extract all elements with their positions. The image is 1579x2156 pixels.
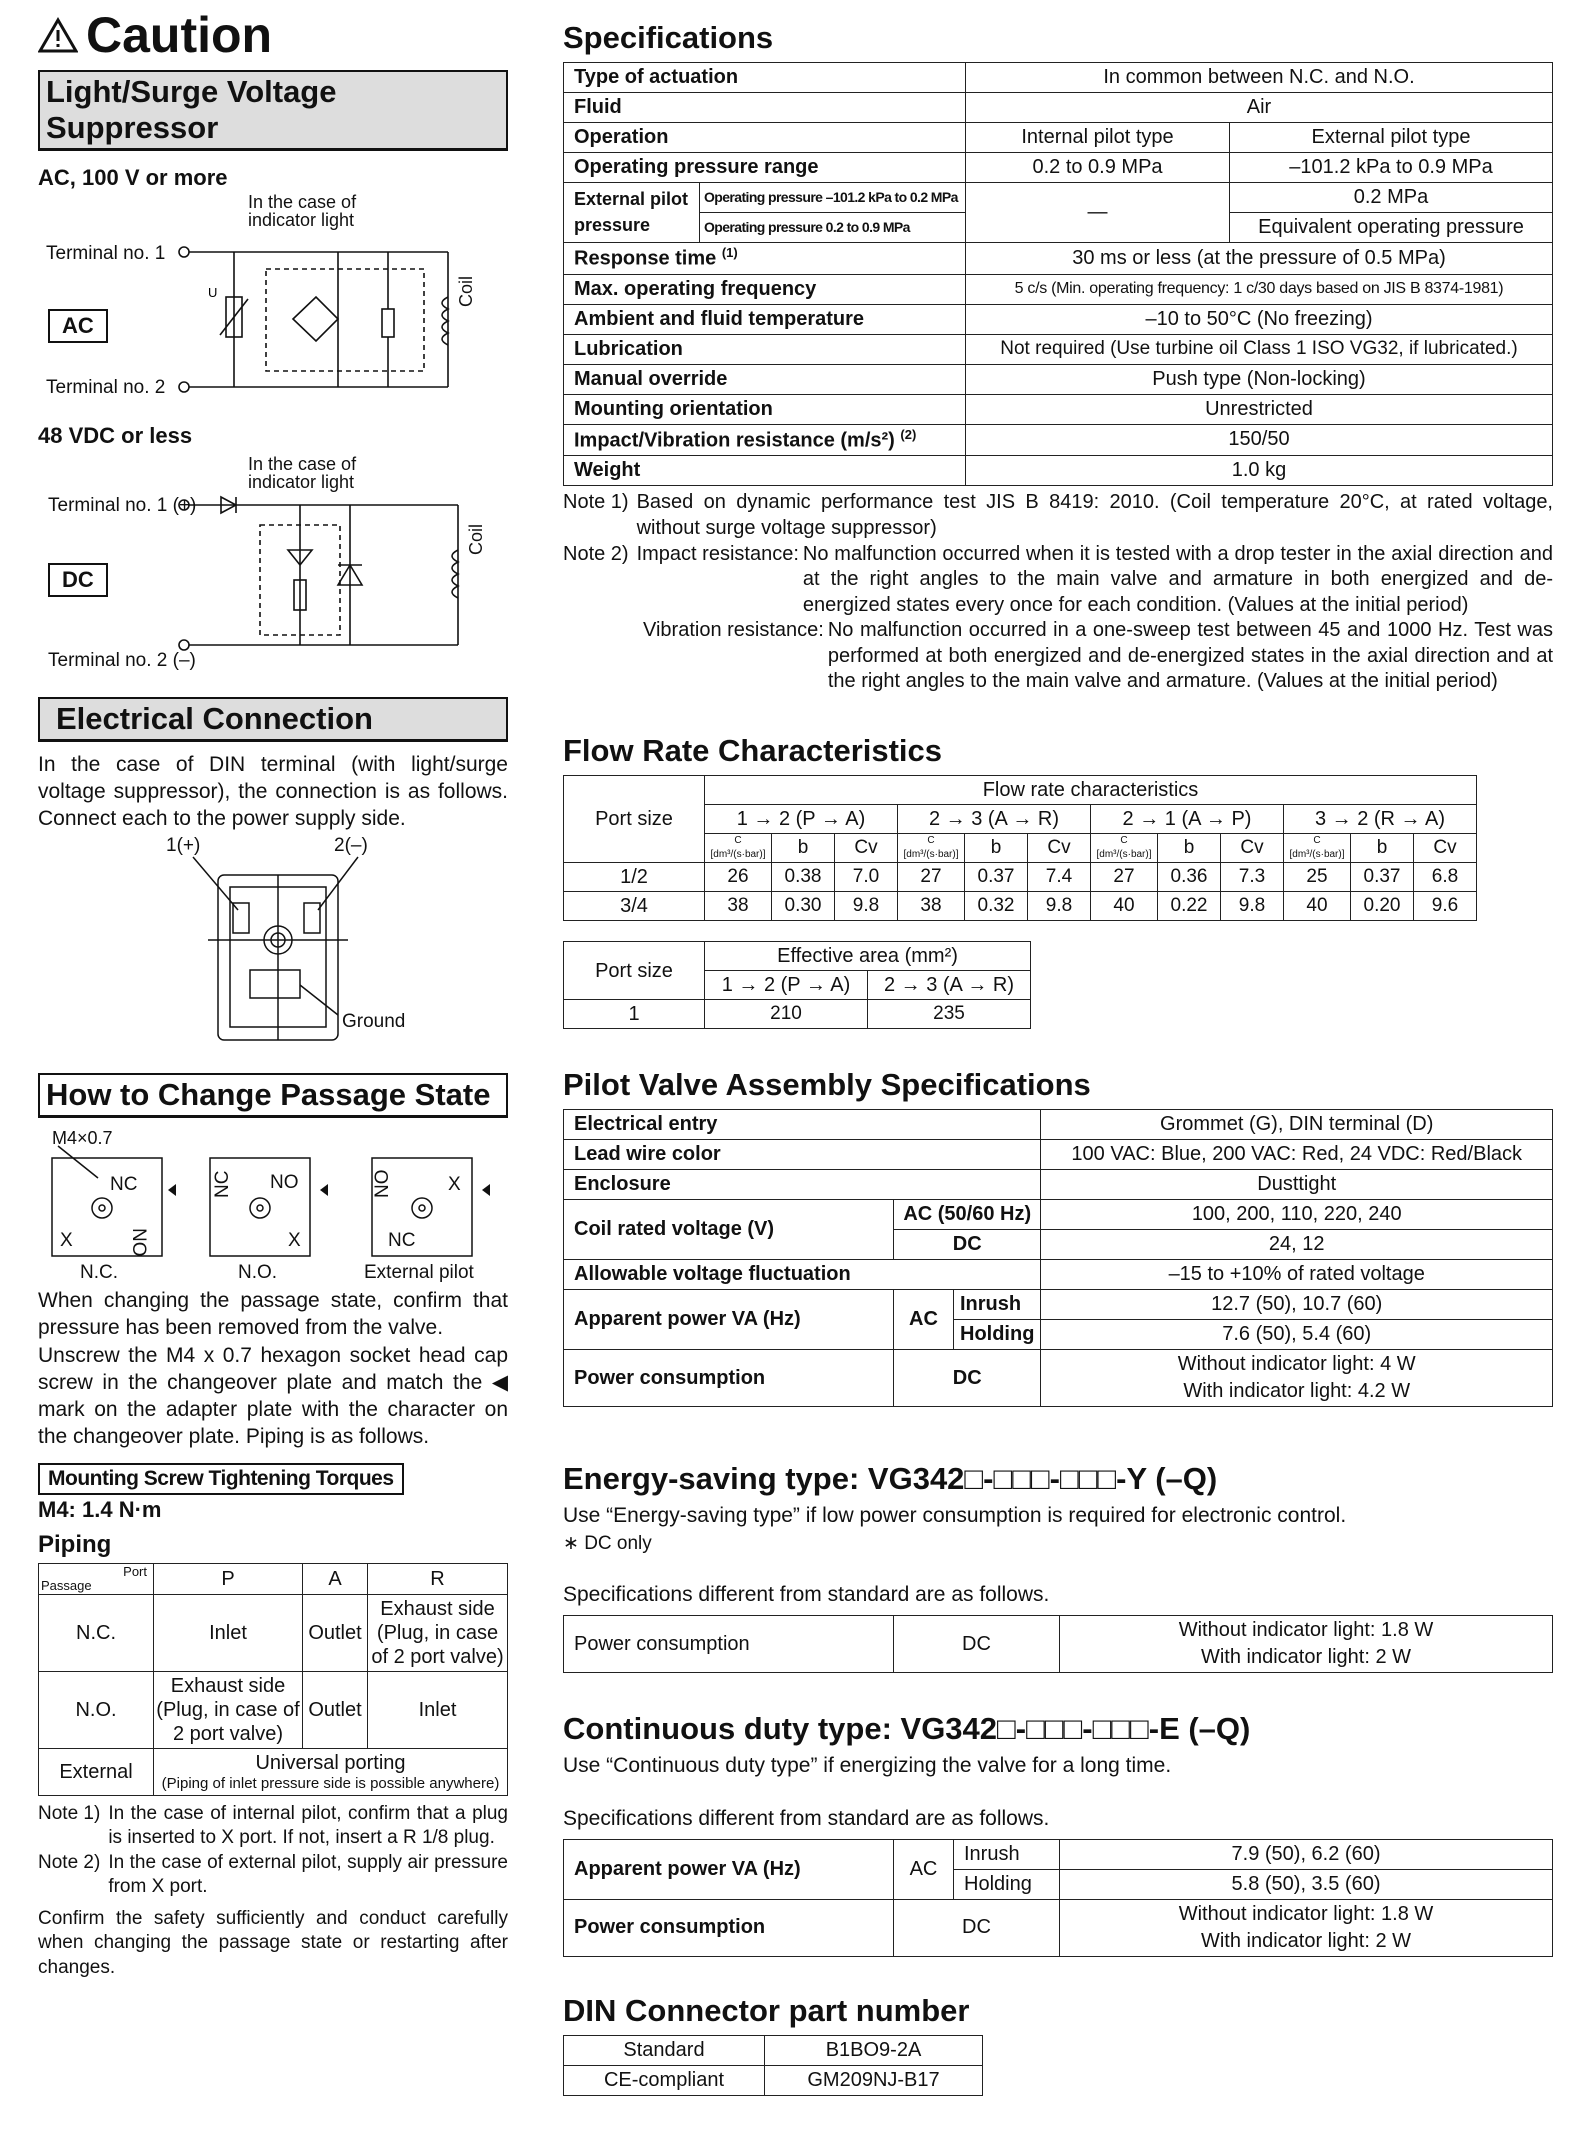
table-row bbox=[39, 1671, 508, 1748]
specs-heading: Specifications bbox=[563, 20, 774, 55]
flow-cell: 0.20 bbox=[1351, 892, 1414, 921]
passage-text-1: When changing the passage state, confirm that pressure has been removed from the valve. bbox=[38, 1288, 508, 1339]
c-unit: C [dm³/(s·bar)] bbox=[1091, 834, 1158, 863]
spec-value: Internal pilot type bbox=[966, 123, 1230, 153]
screw-label: M4×0.7 bbox=[52, 1127, 113, 1148]
passage-heading: How to Change Passage State bbox=[38, 1073, 508, 1118]
spec-label bbox=[564, 243, 966, 275]
dc-circuit-diagram bbox=[38, 455, 508, 675]
spec-sublabel: AC bbox=[894, 1290, 954, 1350]
din-heading: DIN Connector part number bbox=[563, 1992, 970, 2028]
spec-sublabel: DC bbox=[894, 1350, 1041, 1407]
table-row bbox=[564, 1899, 1553, 1956]
piping-ext-line1: Universal porting bbox=[255, 1751, 406, 1774]
no-caption: N.O. bbox=[238, 1261, 278, 1283]
pc-line: With indicator light: 2 W bbox=[1200, 1646, 1412, 1669]
din-value: B1BO9-2A bbox=[765, 2035, 983, 2065]
svg-text:X: X bbox=[288, 1229, 301, 1251]
footnote-ref: (2) bbox=[900, 426, 917, 442]
note-text: No malfunction occurred in a one-sweep test between 45 and 1000 Hz. Test was performed at both energized and de-energized states in the axial direction and at the right angles to the main valve and armature. (Values at the initial period) bbox=[827, 619, 1553, 693]
note-subkey: Impact resistance: bbox=[636, 542, 799, 565]
table-row bbox=[564, 1260, 1553, 1290]
spec-sublabel: Inrush bbox=[954, 1839, 1060, 1869]
dc-indicator-note: In the case of indicator light bbox=[248, 454, 357, 492]
energy-dc-only: ∗ DC only bbox=[563, 1532, 652, 1554]
note-key: Note 2) bbox=[38, 1851, 101, 1873]
nc-caption: N.C. bbox=[80, 1261, 118, 1283]
piping-row-name: N.O. bbox=[39, 1671, 154, 1748]
caution-label: Caution bbox=[86, 7, 273, 63]
spec-label: Enclosure bbox=[564, 1170, 1041, 1200]
note-key: Note 1) bbox=[563, 491, 629, 514]
svg-text:NC: NC bbox=[212, 1170, 233, 1198]
table-row bbox=[39, 1594, 508, 1671]
eff-cell: 210 bbox=[705, 1000, 868, 1029]
energy-diff: Specifications different from standard are as follows. bbox=[563, 1583, 1050, 1607]
note-text: In the case of external pilot, supply air pressure from X port. bbox=[108, 1851, 508, 1897]
table-row bbox=[564, 93, 1553, 123]
spec-sublabel: DC bbox=[894, 1899, 1060, 1956]
table-row bbox=[564, 1170, 1553, 1200]
b-header: b bbox=[1351, 834, 1414, 863]
table-row bbox=[564, 243, 1553, 275]
suppressor-heading: Light/Surge Voltage Suppressor bbox=[38, 70, 508, 151]
piping-cell: Exhaust side (Plug, in case of 2 port valve) bbox=[154, 1671, 303, 1748]
spec-value: Unrestricted bbox=[966, 394, 1553, 424]
spec-label: Fluid bbox=[564, 93, 966, 123]
pilot-table bbox=[563, 1109, 1553, 1407]
cv-header: Cv bbox=[1221, 834, 1284, 863]
eff-area-header: Effective area (mm²) bbox=[705, 942, 1031, 971]
spec-label-text: Response time bbox=[574, 247, 717, 270]
cv-header: Cv bbox=[1414, 834, 1477, 863]
dc-box: DC bbox=[48, 563, 108, 597]
table-row bbox=[564, 1290, 1553, 1320]
spec-sublabel: Operating pressure 0.2 to 0.9 MPa bbox=[700, 213, 966, 243]
ac-terminal-1: Terminal no. 1 bbox=[46, 243, 166, 264]
spec-value: 7.9 (50), 6.2 (60) bbox=[1060, 1839, 1553, 1869]
eff-col: 2 → 3 (A → R) bbox=[868, 971, 1031, 1000]
piping-table bbox=[38, 1563, 508, 1796]
spec-label: Max. operating frequency bbox=[564, 274, 966, 304]
flow-table bbox=[563, 775, 1477, 921]
terminal-minus-label: 2(–) bbox=[334, 834, 368, 856]
b-header: b bbox=[965, 834, 1028, 863]
specs-table bbox=[563, 62, 1553, 486]
note-key: Note 1) bbox=[38, 1802, 101, 1824]
spec-sublabel: Holding bbox=[954, 1320, 1041, 1350]
table-row bbox=[564, 1110, 1553, 1140]
spec-label-text: Impact/Vibration resistance (m/s²) bbox=[574, 429, 895, 452]
table-row bbox=[564, 892, 1477, 921]
spec-value: External pilot type bbox=[1230, 123, 1553, 153]
table-row bbox=[564, 153, 1553, 183]
eff-cell: 235 bbox=[868, 1000, 1031, 1029]
piping-cell bbox=[154, 1748, 508, 1795]
left-notes bbox=[38, 1802, 508, 1980]
spec-label: Apparent power VA (Hz) bbox=[564, 1290, 894, 1350]
spec-label: Allowable voltage fluctuation bbox=[564, 1260, 1041, 1290]
spec-value: Equivalent operating pressure bbox=[1230, 213, 1553, 243]
flow-group: 3 → 2 (R → A) bbox=[1284, 805, 1477, 834]
svg-text:NO: NO bbox=[372, 1169, 393, 1198]
confirm-text: Confirm the safety sufficiently and conduct carefully when changing the passage state or restarting after changes. bbox=[38, 1908, 508, 1978]
spec-value: 24, 12 bbox=[1041, 1230, 1553, 1260]
spec-value: 0.2 to 0.9 MPa bbox=[966, 153, 1230, 183]
effective-area-table bbox=[563, 941, 1031, 1029]
passage-text-2: Unscrew the M4 x 0.7 hexagon socket head cap screw in the changeover plate and match the ◀ mark on the adapter plate with the character on the changeover plate. Piping is as follows. bbox=[38, 1344, 508, 1448]
spec-label: Lubrication bbox=[564, 334, 966, 364]
dc-coil-label: Coil bbox=[466, 523, 486, 555]
piping-col-r: R bbox=[368, 1563, 508, 1594]
note-text: Based on dynamic performance test JIS B 8419: 2010. (Coil temperature 20°C, at rated voltage, without surge voltage suppressor) bbox=[636, 491, 1553, 539]
ac-box: AC bbox=[48, 309, 108, 343]
spec-sublabel: DC bbox=[894, 1616, 1060, 1673]
pc-line: Without indicator light: 1.8 W bbox=[1178, 1619, 1434, 1642]
table-row bbox=[564, 2035, 983, 2065]
spec-sublabel: Holding bbox=[954, 1869, 1060, 1899]
caution-title bbox=[38, 7, 508, 63]
din-table bbox=[563, 2035, 983, 2096]
spec-value: 0.2 MPa bbox=[1230, 183, 1553, 213]
piping-heading: Piping bbox=[38, 1530, 112, 1558]
table-row bbox=[564, 1350, 1553, 1407]
ground-label: Ground bbox=[342, 1010, 406, 1032]
spec-notes bbox=[563, 490, 1553, 695]
spec-label: Weight bbox=[564, 456, 966, 486]
spec-value: 30 ms or less (at the pressure of 0.5 MPa) bbox=[966, 243, 1553, 275]
flow-cell: 27 bbox=[898, 863, 965, 892]
flow-cell: 6.8 bbox=[1414, 863, 1477, 892]
din-value: GM209NJ-B17 bbox=[765, 2065, 983, 2095]
flow-cell: 9.8 bbox=[835, 892, 898, 921]
spec-value: 150/50 bbox=[966, 424, 1553, 456]
electrical-text: In the case of DIN terminal (with light/surge voltage suppressor), the connection is as follows. Connect each to the power supply side. bbox=[38, 753, 508, 830]
dc-terminal-1: Terminal no. 1 (+) bbox=[48, 495, 197, 516]
spec-value: –15 to +10% of rated voltage bbox=[1041, 1260, 1553, 1290]
energy-text: Use “Energy-saving type” if low power consumption is required for electronic control. bbox=[563, 1504, 1347, 1528]
changeover-plates bbox=[38, 1128, 508, 1258]
table-row bbox=[564, 1140, 1553, 1170]
note-text: No malfunction occurred when it is tested with a drop tester in the axial direction and at the right angles to the main valve and armature in both energized and de-energized states every once for each condition. (Values at the initial period) bbox=[802, 542, 1553, 616]
flow-cell: 9.8 bbox=[1221, 892, 1284, 921]
cv-header: Cv bbox=[835, 834, 898, 863]
flow-cell: 0.37 bbox=[1351, 863, 1414, 892]
flow-cell: 40 bbox=[1091, 892, 1158, 921]
pilot-heading: Pilot Valve Assembly Specifications bbox=[563, 1067, 1091, 1103]
table-row bbox=[564, 334, 1553, 364]
eff-col: 1 → 2 (P → A) bbox=[705, 971, 868, 1000]
piping-row-name: N.C. bbox=[39, 1594, 154, 1671]
spec-label: Manual override bbox=[564, 364, 966, 394]
continuous-diff: Specifications different from standard are as follows. bbox=[563, 1807, 1050, 1830]
spec-note-2b bbox=[563, 618, 1553, 695]
table-row bbox=[564, 123, 1553, 153]
pc-line: With indicator light: 4.2 W bbox=[1183, 1380, 1411, 1403]
c-unit: C [dm³/(s·bar)] bbox=[898, 834, 965, 863]
spec-value: — bbox=[966, 183, 1230, 243]
spec-label: External pilot pressure bbox=[564, 183, 700, 243]
flow-cell: 0.30 bbox=[772, 892, 835, 921]
spec-note-2 bbox=[563, 542, 1553, 619]
left-note-2 bbox=[38, 1851, 508, 1900]
note-key: Note 2) bbox=[563, 542, 629, 565]
warning-icon bbox=[38, 17, 78, 53]
piping-col-a: A bbox=[303, 1563, 368, 1594]
port-size-cell: 1 bbox=[564, 1000, 705, 1029]
spec-value: In common between N.C. and N.O. bbox=[966, 63, 1553, 93]
continuous-heading: Continuous duty type: VG342□-□□□-□□□-E (–Q) bbox=[563, 1711, 1251, 1747]
port-size-cell: 1/2 bbox=[564, 863, 705, 892]
flow-cell: 38 bbox=[705, 892, 772, 921]
left-note-1 bbox=[38, 1802, 508, 1851]
piping-cell: Inlet bbox=[368, 1671, 508, 1748]
terminal-plus-label: 1(+) bbox=[166, 834, 201, 856]
piping-cell: Exhaust side (Plug, in case of 2 port valve) bbox=[368, 1594, 508, 1671]
b-header: b bbox=[772, 834, 835, 863]
spec-label: Power consumption bbox=[564, 1616, 894, 1673]
piping-passage-label: Passage bbox=[41, 1578, 92, 1594]
table-row bbox=[564, 1000, 1031, 1029]
ac-circuit-diagram bbox=[38, 192, 508, 417]
piping-cell: Outlet bbox=[303, 1594, 368, 1671]
continuous-table bbox=[563, 1839, 1553, 1957]
spec-value bbox=[1060, 1899, 1553, 1956]
flow-cell: 27 bbox=[1091, 863, 1158, 892]
spec-label: Ambient and fluid temperature bbox=[564, 304, 966, 334]
pc-line: With indicator light: 2 W bbox=[1200, 1929, 1412, 1952]
ac-terminal-2: Terminal no. 2 bbox=[46, 377, 166, 398]
din-terminal-drawing bbox=[38, 835, 508, 1045]
flow-heading: Flow Rate Characteristics bbox=[563, 733, 943, 769]
flow-cell: 9.6 bbox=[1414, 892, 1477, 921]
svg-text:NO: NO bbox=[128, 1227, 149, 1257]
ac-schematic bbox=[38, 197, 508, 417]
spec-value: 12.7 (50), 10.7 (60) bbox=[1041, 1290, 1553, 1320]
table-row bbox=[39, 1748, 508, 1795]
spec-value: 100 VAC: Blue, 200 VAC: Red, 24 VDC: Red/Black bbox=[1041, 1140, 1553, 1170]
spec-value bbox=[1060, 1616, 1553, 1673]
dc-schematic bbox=[38, 455, 508, 675]
pc-line: Without indicator light: 1.8 W bbox=[1178, 1902, 1434, 1925]
spec-value: 5 c/s (Min. operating frequency: 1 c/30 days based on JIS B 8374-1981) bbox=[966, 274, 1553, 304]
spec-label: Operating pressure range bbox=[564, 153, 966, 183]
energy-heading: Energy-saving type: VG342□-□□□-□□□-Y (–Q) bbox=[563, 1461, 1218, 1497]
spec-label: Apparent power VA (Hz) bbox=[564, 1839, 894, 1899]
table-row bbox=[564, 1616, 1553, 1673]
flow-group: 1 → 2 (P → A) bbox=[705, 805, 898, 834]
ac-coil-label: Coil bbox=[456, 275, 476, 307]
torque-value: M4: 1.4 N·m bbox=[38, 1496, 162, 1522]
spec-sublabel: AC (50/60 Hz) bbox=[894, 1200, 1041, 1230]
spec-value: Grommet (G), DIN terminal (D) bbox=[1041, 1110, 1553, 1140]
spec-value: –10 to 50°C (No freezing) bbox=[966, 304, 1553, 334]
continuous-text: Use “Continuous duty type” if energizing the valve for a long time. bbox=[563, 1754, 1172, 1778]
table-row bbox=[564, 394, 1553, 424]
spec-sublabel: Operating pressure –101.2 kPa to 0.2 MPa bbox=[700, 183, 966, 213]
flow-group: 2 → 3 (A → R) bbox=[898, 805, 1091, 834]
energy-table bbox=[563, 1615, 1553, 1673]
table-row bbox=[564, 274, 1553, 304]
spec-label: Operation bbox=[564, 123, 966, 153]
flow-cell: 26 bbox=[705, 863, 772, 892]
spec-value: 100, 200, 110, 220, 240 bbox=[1041, 1200, 1553, 1230]
spec-label bbox=[564, 424, 966, 456]
cv-header: Cv bbox=[1028, 834, 1091, 863]
svg-text:X: X bbox=[60, 1229, 73, 1251]
flow-cell: 9.8 bbox=[1028, 892, 1091, 921]
svg-text:X: X bbox=[448, 1173, 461, 1195]
dc-label: 48 VDC or less bbox=[38, 423, 193, 448]
torque-heading: Mounting Screw Tightening Torques bbox=[38, 1463, 404, 1495]
spec-value: –101.2 kPa to 0.9 MPa bbox=[1230, 153, 1553, 183]
spec-label: Coil rated voltage (V) bbox=[564, 1200, 894, 1260]
flow-cell: 7.4 bbox=[1028, 863, 1091, 892]
ac-indicator-note: In the case of indicator light bbox=[248, 192, 357, 230]
flow-cell: 0.38 bbox=[772, 863, 835, 892]
spec-sublabel: AC bbox=[894, 1839, 954, 1899]
table-row bbox=[564, 364, 1553, 394]
flow-cell: 0.36 bbox=[1158, 863, 1221, 892]
note-subkey: Vibration resistance: bbox=[643, 619, 824, 642]
table-row bbox=[564, 304, 1553, 334]
spec-value: Air bbox=[966, 93, 1553, 123]
c-unit: C [dm³/(s·bar)] bbox=[1284, 834, 1351, 863]
spec-label: Power consumption bbox=[564, 1899, 894, 1956]
spec-sublabel: DC bbox=[894, 1230, 1041, 1260]
dc-terminal-2: Terminal no. 2 (–) bbox=[48, 650, 196, 671]
spec-value: 7.6 (50), 5.4 (60) bbox=[1041, 1320, 1553, 1350]
flow-cell: 0.37 bbox=[965, 863, 1028, 892]
piping-cell: Outlet bbox=[303, 1671, 368, 1748]
table-row bbox=[564, 63, 1553, 93]
spec-value: Dusttight bbox=[1041, 1170, 1553, 1200]
ac-label: AC, 100 V or more bbox=[38, 165, 228, 190]
piping-cell: Inlet bbox=[154, 1594, 303, 1671]
note-text: In the case of internal pilot, confirm that a plug is inserted to X port. If not, insert a R 1/8 plug. bbox=[108, 1802, 508, 1849]
spec-value: 1.0 kg bbox=[966, 456, 1553, 486]
spec-label: Electrical entry bbox=[564, 1110, 1041, 1140]
spec-label: Mounting orientation bbox=[564, 394, 966, 424]
table-row bbox=[564, 863, 1477, 892]
spec-value: 5.8 (50), 3.5 (60) bbox=[1060, 1869, 1553, 1899]
svg-text:NO: NO bbox=[270, 1171, 299, 1193]
spec-sublabel: Inrush bbox=[954, 1290, 1041, 1320]
port-size-header: Port size bbox=[564, 776, 705, 863]
port-size-header: Port size bbox=[564, 942, 705, 1000]
flow-cell: 25 bbox=[1284, 863, 1351, 892]
changeover-diagram bbox=[38, 1128, 508, 1288]
piping-port-label: Port bbox=[123, 1563, 147, 1579]
spec-value: Push type (Non-locking) bbox=[966, 364, 1553, 394]
piping-ext-line2: (Piping of inlet pressure side is possible anywhere) bbox=[161, 1774, 500, 1792]
piping-row-name: External bbox=[39, 1748, 154, 1795]
left-column bbox=[38, 7, 508, 1980]
svg-text:NC: NC bbox=[110, 1173, 138, 1195]
spec-label: Type of actuation bbox=[564, 63, 966, 93]
port-size-cell: 3/4 bbox=[564, 892, 705, 921]
flow-group: 2 → 1 (A → P) bbox=[1091, 805, 1284, 834]
table-row bbox=[564, 183, 1553, 213]
spec-note-1 bbox=[563, 490, 1553, 541]
table-row bbox=[564, 1200, 1553, 1230]
flow-cell: 7.0 bbox=[835, 863, 898, 892]
flow-cell: 40 bbox=[1284, 892, 1351, 921]
din-key: Standard bbox=[564, 2035, 765, 2065]
flow-cell: 7.3 bbox=[1221, 863, 1284, 892]
table-row bbox=[564, 2065, 983, 2095]
ext-caption: External pilot bbox=[364, 1261, 474, 1283]
spec-value: Not required (Use turbine oil Class 1 ISO VG32, if lubricated.) bbox=[966, 334, 1553, 364]
flow-cell: 0.22 bbox=[1158, 892, 1221, 921]
electrical-heading: Electrical Connection bbox=[38, 697, 508, 742]
footnote-ref: (1) bbox=[721, 245, 738, 260]
b-header: b bbox=[1158, 834, 1221, 863]
pc-line: Without indicator light: 4 W bbox=[1177, 1353, 1416, 1376]
right-column bbox=[563, 20, 1553, 2096]
piping-corner bbox=[39, 1563, 154, 1594]
flow-cell: 0.32 bbox=[965, 892, 1028, 921]
svg-text:NC: NC bbox=[388, 1229, 416, 1251]
table-row bbox=[564, 424, 1553, 456]
spec-label: Power consumption bbox=[564, 1350, 894, 1407]
flow-cell: 38 bbox=[898, 892, 965, 921]
c-unit: C [dm³/(s·bar)] bbox=[705, 834, 772, 863]
piping-col-p: P bbox=[154, 1563, 303, 1594]
table-row bbox=[564, 1839, 1553, 1869]
table-row bbox=[564, 456, 1553, 486]
svg-text:U: U bbox=[208, 285, 218, 300]
spec-label: Lead wire color bbox=[564, 1140, 1041, 1170]
din-terminal-diagram bbox=[38, 835, 508, 1045]
flow-rate-header: Flow rate characteristics bbox=[705, 776, 1477, 805]
spec-value bbox=[1041, 1350, 1553, 1407]
din-key: CE-compliant bbox=[564, 2065, 765, 2095]
